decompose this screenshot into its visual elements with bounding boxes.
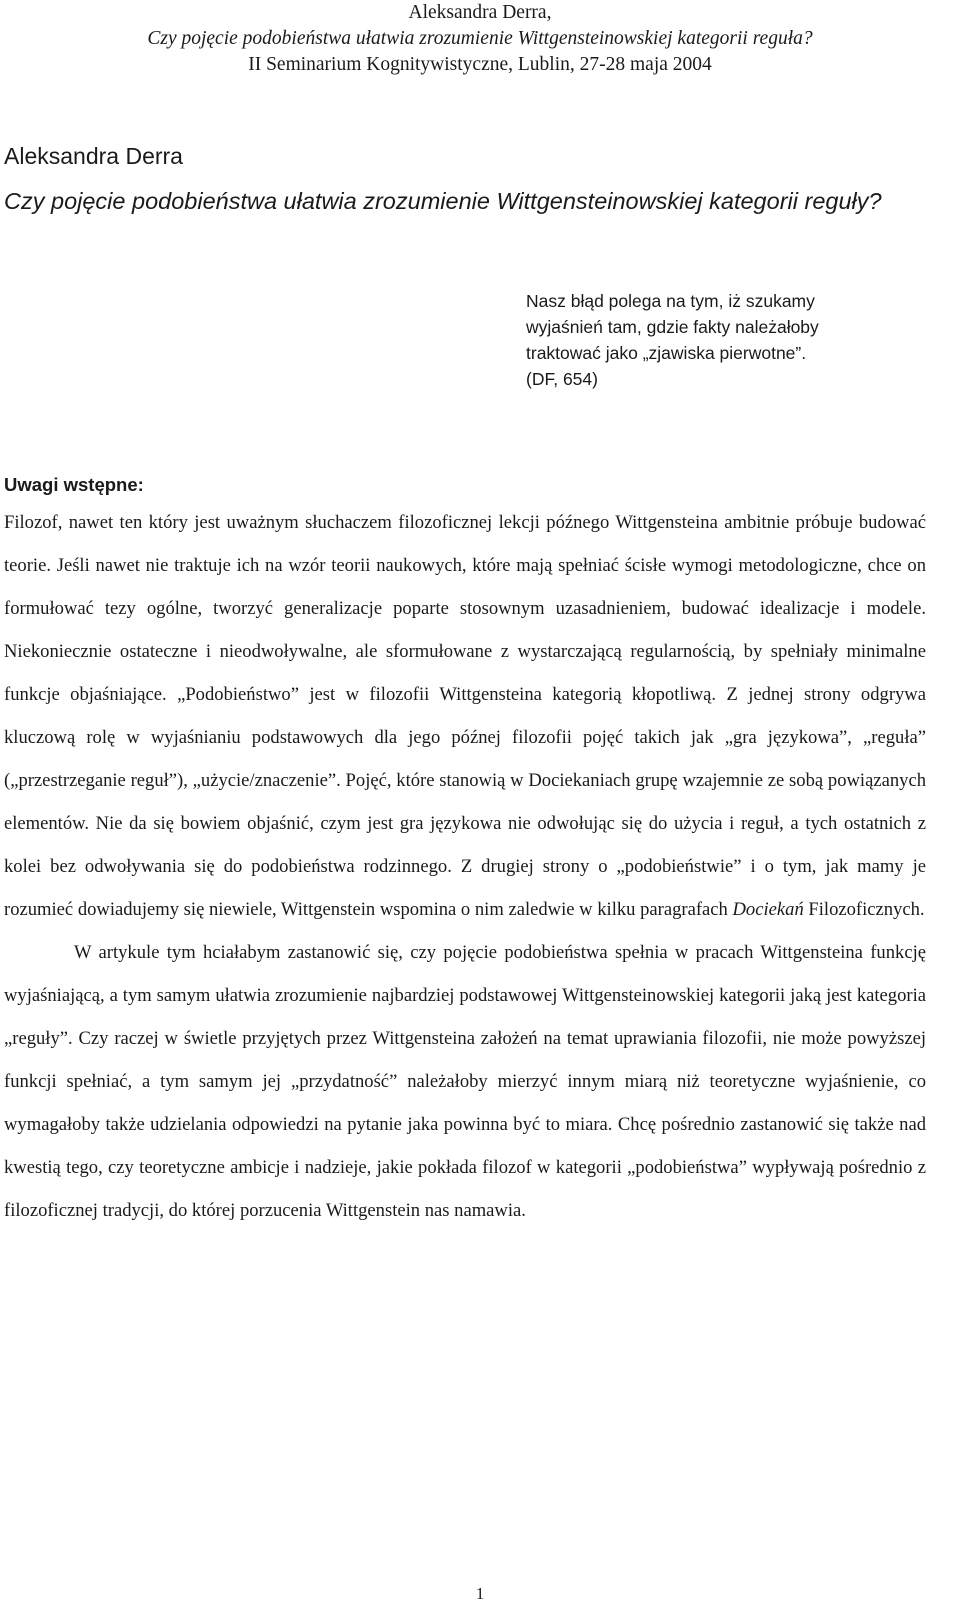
page-number: 1 (475, 1584, 485, 1603)
document-title: Czy pojęcie podobieństwa ułatwia zrozumienie Wittgensteinowskiej kategorii reguły? (4, 188, 882, 214)
epigraph-source: (DF, 654) (526, 369, 598, 389)
epigraph (526, 288, 886, 392)
header-author: Aleksandra Derra, (408, 2, 552, 23)
paragraph-2: W artykule tym hciałabym zastanowić się, czy pojęcie podobieństwa spełnia w pracach Wittgensteina funkcję wyjaśniającą, a tym samym ułatwia zrozumienie najbardziej podstawowej Wittgensteinowskiej kategorii jaką jest kategoria „reguły”. Czy raczej w świetle przyjętych przez Wittgensteina założeń na temat uprawiania filozofii, nie może powyższej funkcji spełniać, a tym samym jej „przydatność” należałoby mierzyć innym miarą niż teoretyczne wyjaśnienie, co wymagałoby także udzielania odpowiedzi na pytanie jaka powinna być to miara. Chcę pośrednio zastanowić się także nad kwestią tego, czy teoretyczne ambicje i nadzieje, jakie pokłada filozof w kategorii „podobieństwa” wypływają pośrednio z filozoficznej tradycji, do której porzucenia Wittgenstein nas namawia. (4, 942, 926, 1221)
epigraph-quote: Nasz błąd polega na tym, iż szukamy wyjaśnień tam, gdzie fakty należałoby traktować jako „zjawiska pierwotne”. (526, 291, 819, 363)
document-author: Aleksandra Derra (4, 143, 183, 169)
header-conference: II Seminarium Kognitywistyczne, Lublin, 27-28 maja 2004 (248, 54, 712, 75)
paragraph-1-text: Filozof, nawet ten który jest uważnym słuchaczem filozoficznej lekcji późnego Wittgensteina ambitnie próbuje budować teorie. Jeśli nawet nie traktuje ich na wzór teorii naukowych, które mają spełniać ścisłe wymogi metodologiczne, chce on formułować tezy ogólne, tworzyć generalizacje poparte stosownym uzasadnieniem, budować idealizacje i modele. Niekoniecznie ostateczne i nieodwoływalne, ale sformułowane z wystarczającą regularnością, by spełniały minimalne funkcje objaśniające. „Podobieństwo” jest w filozofii Wittgensteina kategorią kłopotliwą. Z jednej strony odgrywa kluczową rolę w wyjaśnianiu podstawowych dla jego późnej filozofii pojęć takich jak „gra językowa”, „reguła” („przestrzeganie reguł”), „użycie/znaczenie”. Pojęć, które stanowią w Dociekaniach grupę wzajemnie ze sobą powiązanych elementów. Nie da się bowiem objaśnić, czym jest gra językowa nie odwołując się do użycia i reguł, a tych ostatnich z kolei bez odwoływania się do podobieństwa rodzinnego. Z drugiej strony o „podobieństwie” i o tym, jak mamy je rozumieć dowiadujemy się niewiele, Wittgenstein wspomina o nim zaledwie w kilku paragrafach (4, 512, 926, 920)
paragraph-1 (4, 501, 926, 931)
section-heading: Uwagi wstępne: (4, 474, 144, 495)
paragraph-1-tail: Filozoficznych. (808, 899, 925, 920)
paragraph-1-italic-title: Dociekań (732, 899, 804, 920)
header-title: Czy pojęcie podobieństwa ułatwia zrozumienie Wittgensteinowskiej kategorii reguła? (147, 28, 813, 49)
body-text (4, 501, 926, 1232)
running-header (0, 0, 960, 78)
document-title-block (4, 141, 934, 220)
